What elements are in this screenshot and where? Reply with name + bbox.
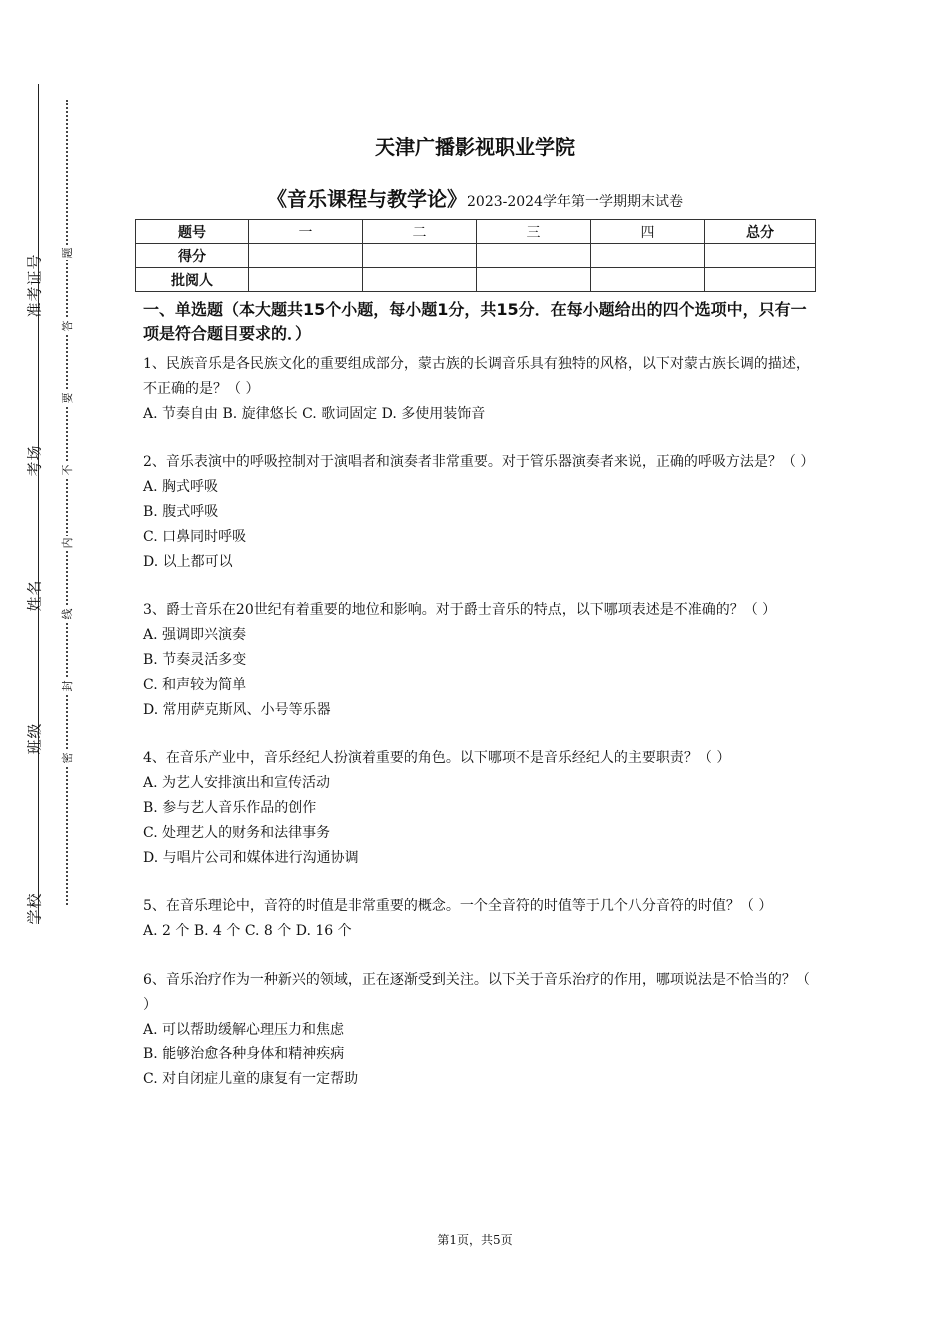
question-2 xyxy=(143,450,813,574)
grader-cell[interactable] xyxy=(591,268,705,292)
seal-char: 要 xyxy=(61,392,74,404)
seal-char: 不 xyxy=(61,464,74,476)
section-heading: 一、单选题（本大题共15个小题，每小题1分，共15分．在每小题给出的四个选项中，只有一项是符合题目要求的．） xyxy=(143,300,807,343)
question-option: A. 可以帮助缓解心理压力和焦虑 xyxy=(143,1021,345,1038)
seal-char: 答 xyxy=(61,320,74,332)
question-1 xyxy=(143,352,813,426)
question-option: C. 对自闭症儿童的康复有一定帮助 xyxy=(143,1071,359,1088)
score-table-row xyxy=(136,268,816,292)
score-table-header: 题号 xyxy=(136,220,249,244)
question-option: A. 强调即兴演奏 xyxy=(143,627,247,644)
question-stem: 4、在音乐产业中，音乐经纪人扮演着重要的角色。以下哪项不是音乐经纪人的主要职责？（ ） xyxy=(143,750,731,767)
score-cell[interactable] xyxy=(477,244,591,268)
score-table-header: 四 xyxy=(591,220,705,244)
question-option: C. 和声较为简单 xyxy=(143,676,247,693)
score-table-header-row xyxy=(136,220,816,244)
grader-cell[interactable] xyxy=(477,268,591,292)
score-cell[interactable] xyxy=(591,244,705,268)
seal-char: 内 xyxy=(61,537,74,549)
question-4 xyxy=(143,746,813,870)
side-label-exam-number: 准考证号 xyxy=(25,253,44,318)
seal-char: 题 xyxy=(61,247,74,259)
score-table xyxy=(135,219,816,292)
question-option: B. 节奏灵活多变 xyxy=(143,651,247,668)
page-footer: 第1页，共5页 xyxy=(437,1233,513,1247)
question-option: C. 口鼻同时呼吸 xyxy=(143,528,247,545)
question-5 xyxy=(143,894,813,944)
question-options: A. 节奏自由 B. 旋律悠长 C. 歌词固定 D. 多使用装饰音 xyxy=(143,405,486,422)
question-option: D. 常用萨克斯风、小号等乐器 xyxy=(143,701,331,718)
question-stem: 3、爵士音乐在20世纪有着重要的地位和影响。对于爵士音乐的特点，以下哪项表述是不准确的？（ ） xyxy=(143,602,777,619)
question-option: B. 参与艺人音乐作品的创作 xyxy=(143,799,317,816)
question-option: B. 腹式呼吸 xyxy=(143,503,219,520)
question-stem: 6、音乐治疗作为一种新兴的领域，正在逐渐受到关注。以下关于音乐治疗的作用，哪项说法是不恰当的？（ ） xyxy=(143,971,810,1013)
course-title: 《音乐课程与教学论》 xyxy=(267,187,467,211)
score-cell[interactable] xyxy=(705,244,816,268)
side-label-exam-room: 考场 xyxy=(25,444,44,477)
question-option: B. 能够治愈各种身体和精神疾病 xyxy=(143,1046,345,1063)
question-option: A. 为艺人安排演出和宣传活动 xyxy=(143,775,331,792)
question-stem: 1、民族音乐是各民族文化的重要组成部分，蒙古族的长调音乐具有独特的风格，以下对蒙古族长调的描述，不正确的是？（ ） xyxy=(143,356,810,397)
seal-dotted-line xyxy=(66,100,68,905)
seal-char: 封 xyxy=(61,680,74,692)
question-option: A. 胸式呼吸 xyxy=(143,479,219,496)
question-6 xyxy=(143,968,813,1092)
seal-char: 线 xyxy=(61,608,74,620)
question-stem: 5、在音乐理论中，音符的时值是非常重要的概念。一个全音符的时值等于几个八分音符的时值？（ ） xyxy=(143,898,773,915)
grader-cell[interactable] xyxy=(249,268,363,292)
score-table-header: 一 xyxy=(249,220,363,244)
question-option: D. 与唱片公司和媒体进行沟通协调 xyxy=(143,849,359,866)
exam-content xyxy=(143,298,813,1116)
score-cell[interactable] xyxy=(363,244,477,268)
grader-cell[interactable] xyxy=(705,268,816,292)
score-cell[interactable] xyxy=(249,244,363,268)
question-stem: 2、音乐表演中的呼吸控制对于演唱者和演奏者非常重要。对于管乐器演奏者来说，正确的呼吸方法是？（ ） xyxy=(143,454,815,471)
question-option: C. 处理艺人的财务和法律事务 xyxy=(143,824,331,841)
score-table-header: 三 xyxy=(477,220,591,244)
score-row-label: 得分 xyxy=(136,244,249,268)
side-label-class: 班级 xyxy=(25,722,44,755)
score-table-header: 总分 xyxy=(705,220,816,244)
question-3 xyxy=(143,598,813,722)
score-table-row xyxy=(136,244,816,268)
score-table-header: 二 xyxy=(363,220,477,244)
question-option: D. 以上都可以 xyxy=(143,553,233,570)
grader-cell[interactable] xyxy=(363,268,477,292)
side-label-name: 姓名 xyxy=(25,579,44,612)
exam-subtitle xyxy=(0,183,950,212)
exam-term: 2023-2024学年第一学期期末试卷 xyxy=(467,194,683,210)
seal-char: 密 xyxy=(61,752,74,764)
side-label-school: 学校 xyxy=(25,892,44,925)
question-options: A. 2 个 B. 4 个 C. 8 个 D. 16 个 xyxy=(143,923,352,940)
school-title: 天津广播影视职业学院 xyxy=(375,135,575,159)
score-row-label: 批阅人 xyxy=(136,268,249,292)
